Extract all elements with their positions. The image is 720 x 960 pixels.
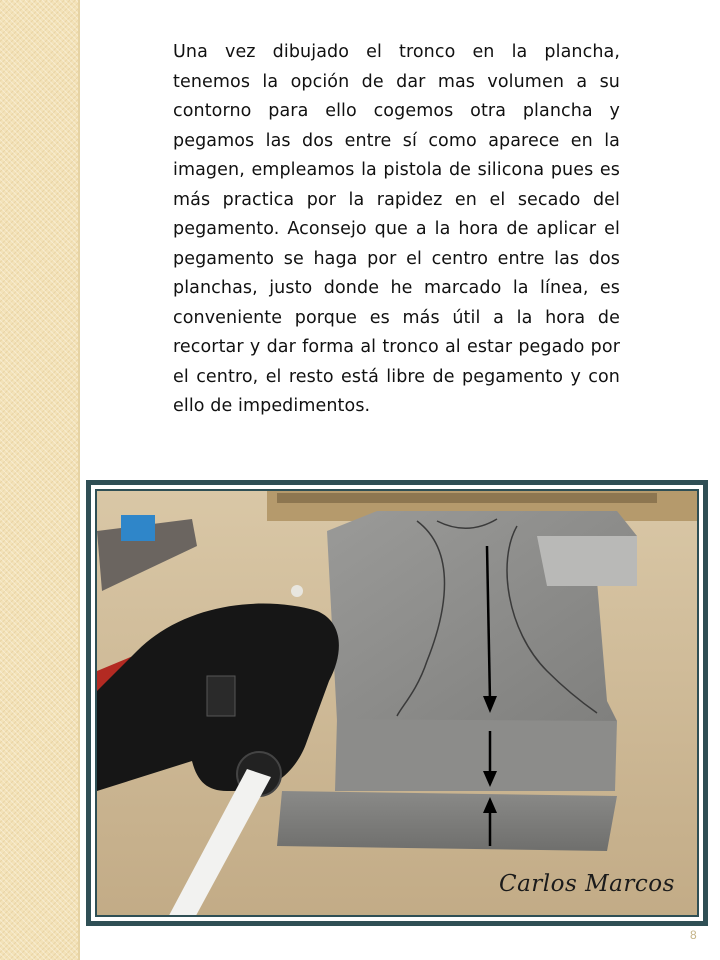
glue-tip bbox=[291, 585, 303, 597]
blue-object bbox=[121, 515, 155, 541]
decorative-side-strip bbox=[0, 0, 80, 960]
lower-foam-sheet bbox=[277, 791, 617, 851]
glue-gun-label bbox=[207, 676, 235, 716]
photo bbox=[95, 489, 699, 917]
body-paragraph: Una vez dibujado el tronco en la plancha, tenemos la opción de dar mas volumen a su contorno para ello cogemos otra plancha y pegamos las dos entre sí como aparece en la imagen, empleamos la pistola de silicona pues es más practica por la rapidez en el secado del pegamento. Aconsejo que a la hora de aplicar el pegamento se haga por el centro entre las dos planchas, justo donde he marcado la línea, es conveniente porque es más útil a la hora de recortar y dar forma al tronco al estar pegado por el centro, el resto está libre de pegamento y con ello de impedimentos. bbox=[173, 42, 620, 416]
photo-credit: Carlos Marcos bbox=[499, 871, 675, 897]
foam-arm bbox=[537, 536, 637, 586]
shelf-objects bbox=[277, 493, 657, 503]
photo-illustration bbox=[97, 491, 699, 917]
upper-foam-front bbox=[335, 719, 617, 791]
photo-frame bbox=[86, 480, 708, 926]
page-number: 8 bbox=[690, 928, 697, 942]
